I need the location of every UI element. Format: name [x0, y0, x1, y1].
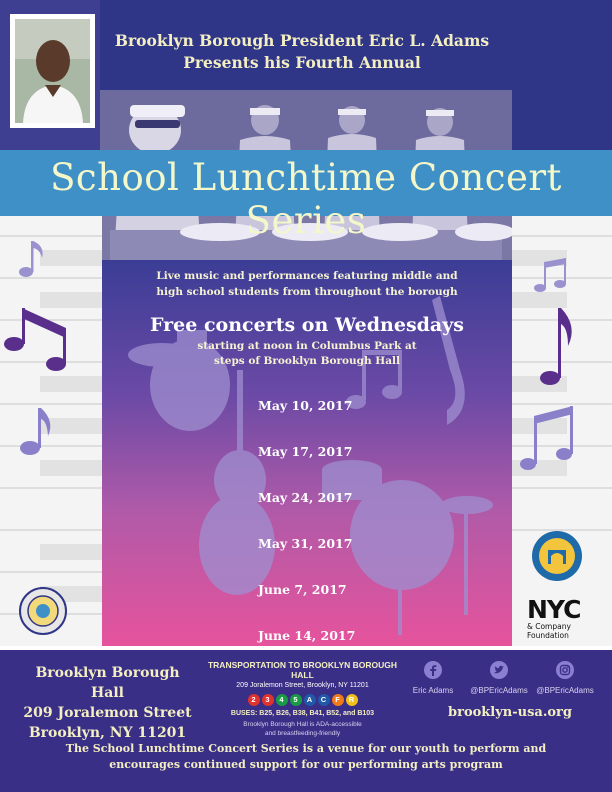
twitter-handle: @BPEricAdams: [470, 686, 528, 695]
bus-lines: BUSES: B25, B26, B38, B41, B52, and B103: [230, 710, 375, 717]
concert-date: June 14, 2017: [258, 628, 356, 643]
concert-date: June 7, 2017: [258, 582, 347, 597]
concert-date: May 17, 2017: [258, 444, 353, 459]
subway-line-badge: 3: [262, 694, 274, 706]
concert-date: May 10, 2017: [258, 398, 353, 413]
ada-line-2: and breastfeeding-friendly: [264, 729, 341, 737]
venue-address: [20, 663, 195, 743]
address-line-1: Brooklyn Borough Hall: [35, 665, 180, 701]
location-line-2: steps of Brooklyn Borough Hall: [214, 355, 400, 367]
instagram-icon: [556, 661, 574, 679]
nyc-sub-line-1: & Company: [527, 622, 571, 631]
transportation-heading: TRANSPORTATION TO BROOKLYN BOROUGH HALL: [207, 660, 398, 680]
transportation-info: [205, 660, 400, 738]
presents-line: Presents his Fourth Annual: [183, 53, 421, 72]
location-line-1: starting at noon in Columbus Park at: [197, 340, 417, 352]
intro-text: [102, 268, 512, 300]
instagram-link[interactable]: [530, 661, 600, 695]
portrait-illustration: [15, 19, 90, 123]
transportation-address: 209 Joralemon Street, Brooklyn, NY 11201: [236, 682, 369, 689]
subway-line-badge: R: [346, 694, 358, 706]
instagram-handle: @BPEricAdams: [536, 686, 594, 695]
intro-line-1: Live music and performances featuring middle and: [156, 270, 458, 282]
facebook-link[interactable]: [398, 661, 468, 695]
presenter-line: Brooklyn Borough President Eric L. Adams: [114, 31, 490, 50]
free-concerts-headline: Free concerts on Wednesdays: [150, 314, 464, 336]
page-title: School Lunchtime Concert Series: [50, 156, 562, 242]
subway-line-badge: F: [332, 694, 344, 706]
accessibility-note: [205, 721, 400, 738]
portrait-photo: [15, 19, 90, 123]
closing-line-2: encourages continued support for our performing arts program: [109, 758, 503, 771]
twitter-icon: [490, 661, 508, 679]
borough-seal-logo: [19, 587, 67, 635]
ada-line-1: Brooklyn Borough Hall is ADA-accessible: [243, 721, 362, 728]
one-brooklyn-logo: [531, 530, 583, 582]
nyc-sub-line-2: Foundation: [527, 631, 569, 640]
nyc-company-foundation-logo: [527, 597, 597, 640]
twitter-link[interactable]: [464, 661, 534, 695]
subway-line-badge: A: [304, 694, 316, 706]
website-link[interactable]: brooklyn-usa.org: [448, 705, 572, 720]
concert-date: May 24, 2017: [258, 490, 353, 505]
nyc-mark: NYC: [527, 595, 581, 624]
subway-lines: [205, 694, 400, 706]
facebook-handle: Eric Adams: [412, 686, 454, 695]
portrait-frame: [10, 14, 95, 128]
facebook-icon: [424, 661, 442, 679]
subway-line-badge: C: [318, 694, 330, 706]
subway-line-badge: 2: [248, 694, 260, 706]
concert-date: May 31, 2017: [258, 536, 353, 551]
subway-line-badge: 5: [290, 694, 302, 706]
location-text: [102, 339, 512, 369]
closing-line-1: The School Lunchtime Concert Series is a venue for our youth to perform and: [65, 742, 547, 755]
piano-keys-left-art: [0, 216, 102, 646]
subway-line-badge: 4: [276, 694, 288, 706]
address-line-3: Brooklyn, NY 11201: [28, 725, 187, 741]
intro-line-2: high school students from throughout the borough: [156, 286, 458, 298]
address-line-2: 209 Joralemon Street: [23, 705, 192, 721]
piano-keys-left: [0, 216, 102, 646]
